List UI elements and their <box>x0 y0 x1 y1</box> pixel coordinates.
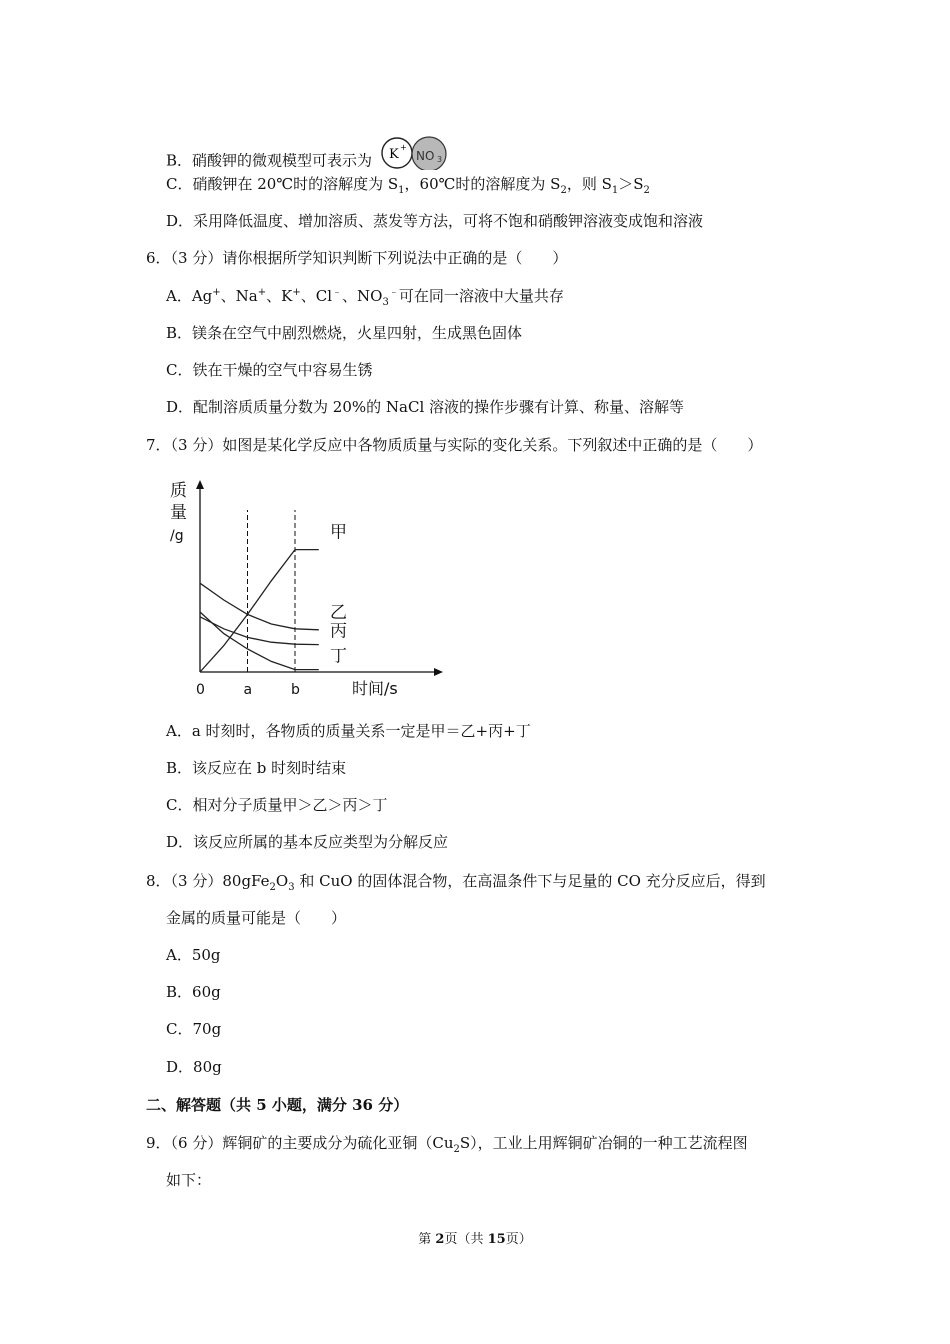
charge: ﹣ <box>332 287 343 298</box>
q6-option-c <box>166 360 373 380</box>
option-text: 硝酸钾的微观模型可表示为 <box>192 151 373 170</box>
q8-option-b <box>166 982 221 1002</box>
y-axis-label-char: 量 <box>170 503 187 523</box>
option-text: 采用降低温度、增加溶质、蒸发等方法，可将不饱和硝酸钾溶液变成饱和溶液 <box>193 212 704 230</box>
stem-text: 和 CuO 的固体混合物，在高温条件下与足量的 CO 充分反应后，得到 <box>294 872 766 890</box>
chart-guides <box>248 510 296 672</box>
option-text: ，60℃时的溶解度为 S <box>404 175 561 193</box>
option-label: D． <box>166 833 194 851</box>
q7-option-c <box>166 795 388 815</box>
subscript: 3 <box>288 882 295 893</box>
option-label: A． <box>166 946 192 964</box>
ion2-subscript: 3 <box>436 155 442 164</box>
q6-option-a <box>166 286 564 306</box>
option-label: D． <box>166 398 194 416</box>
section-title: 二、解答题（共 5 小题，满分 36 分） <box>146 1096 409 1114</box>
stem-text: S），工业上用辉铜矿冶铜的一种工艺流程图 <box>459 1134 748 1152</box>
option-text: 硝酸钾在 20℃时的溶解度为 S <box>192 175 399 193</box>
subscript: 1 <box>398 185 405 196</box>
option-text: a 时刻时，各物质的质量关系一定是甲＝乙+丙+丁 <box>191 722 531 740</box>
q8-option-a <box>166 945 221 965</box>
charge: + <box>212 287 221 298</box>
series-label-丙: 丙 <box>330 621 347 642</box>
option-label: B． <box>166 759 193 777</box>
stem-text: O <box>275 872 289 890</box>
series-label-丁: 丁 <box>330 646 347 667</box>
subscript: 2 <box>560 185 567 196</box>
charge: ﹣ <box>388 287 399 298</box>
option-text: 配制溶质质量分数为 20%的 NaCl 溶液的操作步骤有计算、称量、溶解等 <box>193 398 685 416</box>
mass-time-chart <box>160 472 450 704</box>
x-axis-arrow <box>434 668 443 676</box>
subscript: 1 <box>611 185 619 196</box>
option-label: B． <box>166 151 193 170</box>
option-text: 60g <box>192 983 221 1001</box>
subscript: 2 <box>453 1144 460 1155</box>
footer-text: 页） <box>505 1232 532 1247</box>
q5-option-d <box>166 211 703 231</box>
option-label: B． <box>166 324 193 342</box>
q6-option-d <box>166 397 684 417</box>
q7-option-b <box>166 758 346 778</box>
series-line-丙 <box>200 617 319 645</box>
series-label-乙: 乙 <box>330 602 347 623</box>
option-text: 镁条在空气中剧烈燃烧，火星四射，生成黑色固体 <box>192 324 523 342</box>
total-pages: 15 <box>487 1232 506 1247</box>
option-label: C． <box>166 175 193 193</box>
option-text: 该反应所属的基本反应类型为分解反应 <box>193 833 449 851</box>
potassium-nitrate-model-icon <box>379 136 451 175</box>
option-text: ，则 S <box>566 175 612 193</box>
origin-label: 0 <box>196 682 205 698</box>
ion2-label: NO <box>415 149 435 163</box>
ion: 、Na <box>220 287 258 305</box>
y-axis-label-char: /g <box>170 528 184 544</box>
option-label: C． <box>166 796 193 814</box>
series-line-甲 <box>200 550 319 672</box>
footer-text: 第 <box>418 1232 436 1247</box>
q7-option-a <box>166 721 531 741</box>
option-label: B． <box>166 983 193 1001</box>
ion1-label: K <box>388 147 399 162</box>
option-label: A． <box>166 722 192 740</box>
q6-option-b <box>166 323 522 343</box>
question-8-stem-cont: 金属的质量可能是（ ） <box>166 909 347 927</box>
chart-series <box>200 550 319 672</box>
ion: 、K <box>266 287 293 305</box>
chart-axes <box>196 480 443 676</box>
stem-text: 9．（6 分）辉铜矿的主要成分为硫化亚铜（Cu <box>146 1134 454 1152</box>
ion: Ag <box>191 287 213 305</box>
question-9-stem <box>146 1133 748 1153</box>
ion: 、NO <box>342 287 383 305</box>
option-text: 相对分子质量甲＞乙＞丙＞丁 <box>192 796 388 814</box>
option-text: 50g <box>191 946 221 964</box>
option-label: D． <box>166 212 194 230</box>
series-label-甲: 甲 <box>330 522 347 543</box>
question-6-stem: 6．（3 分）请你根据所学知识判断下列说法中正确的是（ ） <box>146 249 568 267</box>
option-label: A． <box>166 287 192 305</box>
ion: 、Cl <box>300 287 333 305</box>
series-line-丁 <box>200 612 319 670</box>
page-number: 2 <box>435 1232 445 1247</box>
series-line-乙 <box>200 583 319 630</box>
option-text: 铁在干燥的空气中容易生锈 <box>192 361 373 379</box>
option-label: C． <box>166 1020 193 1038</box>
option-text: 可在同一溶液中大量共存 <box>398 287 564 305</box>
option-text: 该反应在 b 时刻时结束 <box>192 759 347 777</box>
page-footer <box>0 1228 950 1247</box>
question-8-stem <box>146 871 766 891</box>
tick-label-a: a <box>243 682 253 698</box>
y-axis-label-char: 质 <box>170 481 187 501</box>
stem-text: 8．（3 分）80gFe <box>146 872 270 890</box>
option-label: D． <box>166 1058 194 1076</box>
tick-label-b: b <box>291 682 300 698</box>
q7-option-d <box>166 832 448 852</box>
question-9-stem-cont: 如下： <box>166 1171 212 1189</box>
q5-option-c <box>166 174 650 194</box>
y-axis-arrow <box>196 480 204 489</box>
option-text: 80g <box>193 1058 222 1076</box>
subscript: 2 <box>643 185 650 196</box>
ion1-charge: + <box>399 143 407 152</box>
subscript: 2 <box>269 882 276 893</box>
question-7-stem: 7．（3 分）如图是某化学反应中各物质质量与实际的变化关系。下列叙述中正确的是（ ） <box>146 436 763 454</box>
option-label: C． <box>166 361 193 379</box>
q8-option-d <box>166 1057 222 1077</box>
option-text: ＞S <box>618 175 644 193</box>
subscript: 3 <box>382 297 389 308</box>
footer-text: 页（共 <box>444 1232 488 1247</box>
charge: + <box>292 287 301 298</box>
charge: + <box>257 287 267 298</box>
option-text: 70g <box>192 1020 222 1038</box>
q8-option-c <box>166 1019 221 1039</box>
x-axis-label: 时间/s <box>352 679 398 698</box>
